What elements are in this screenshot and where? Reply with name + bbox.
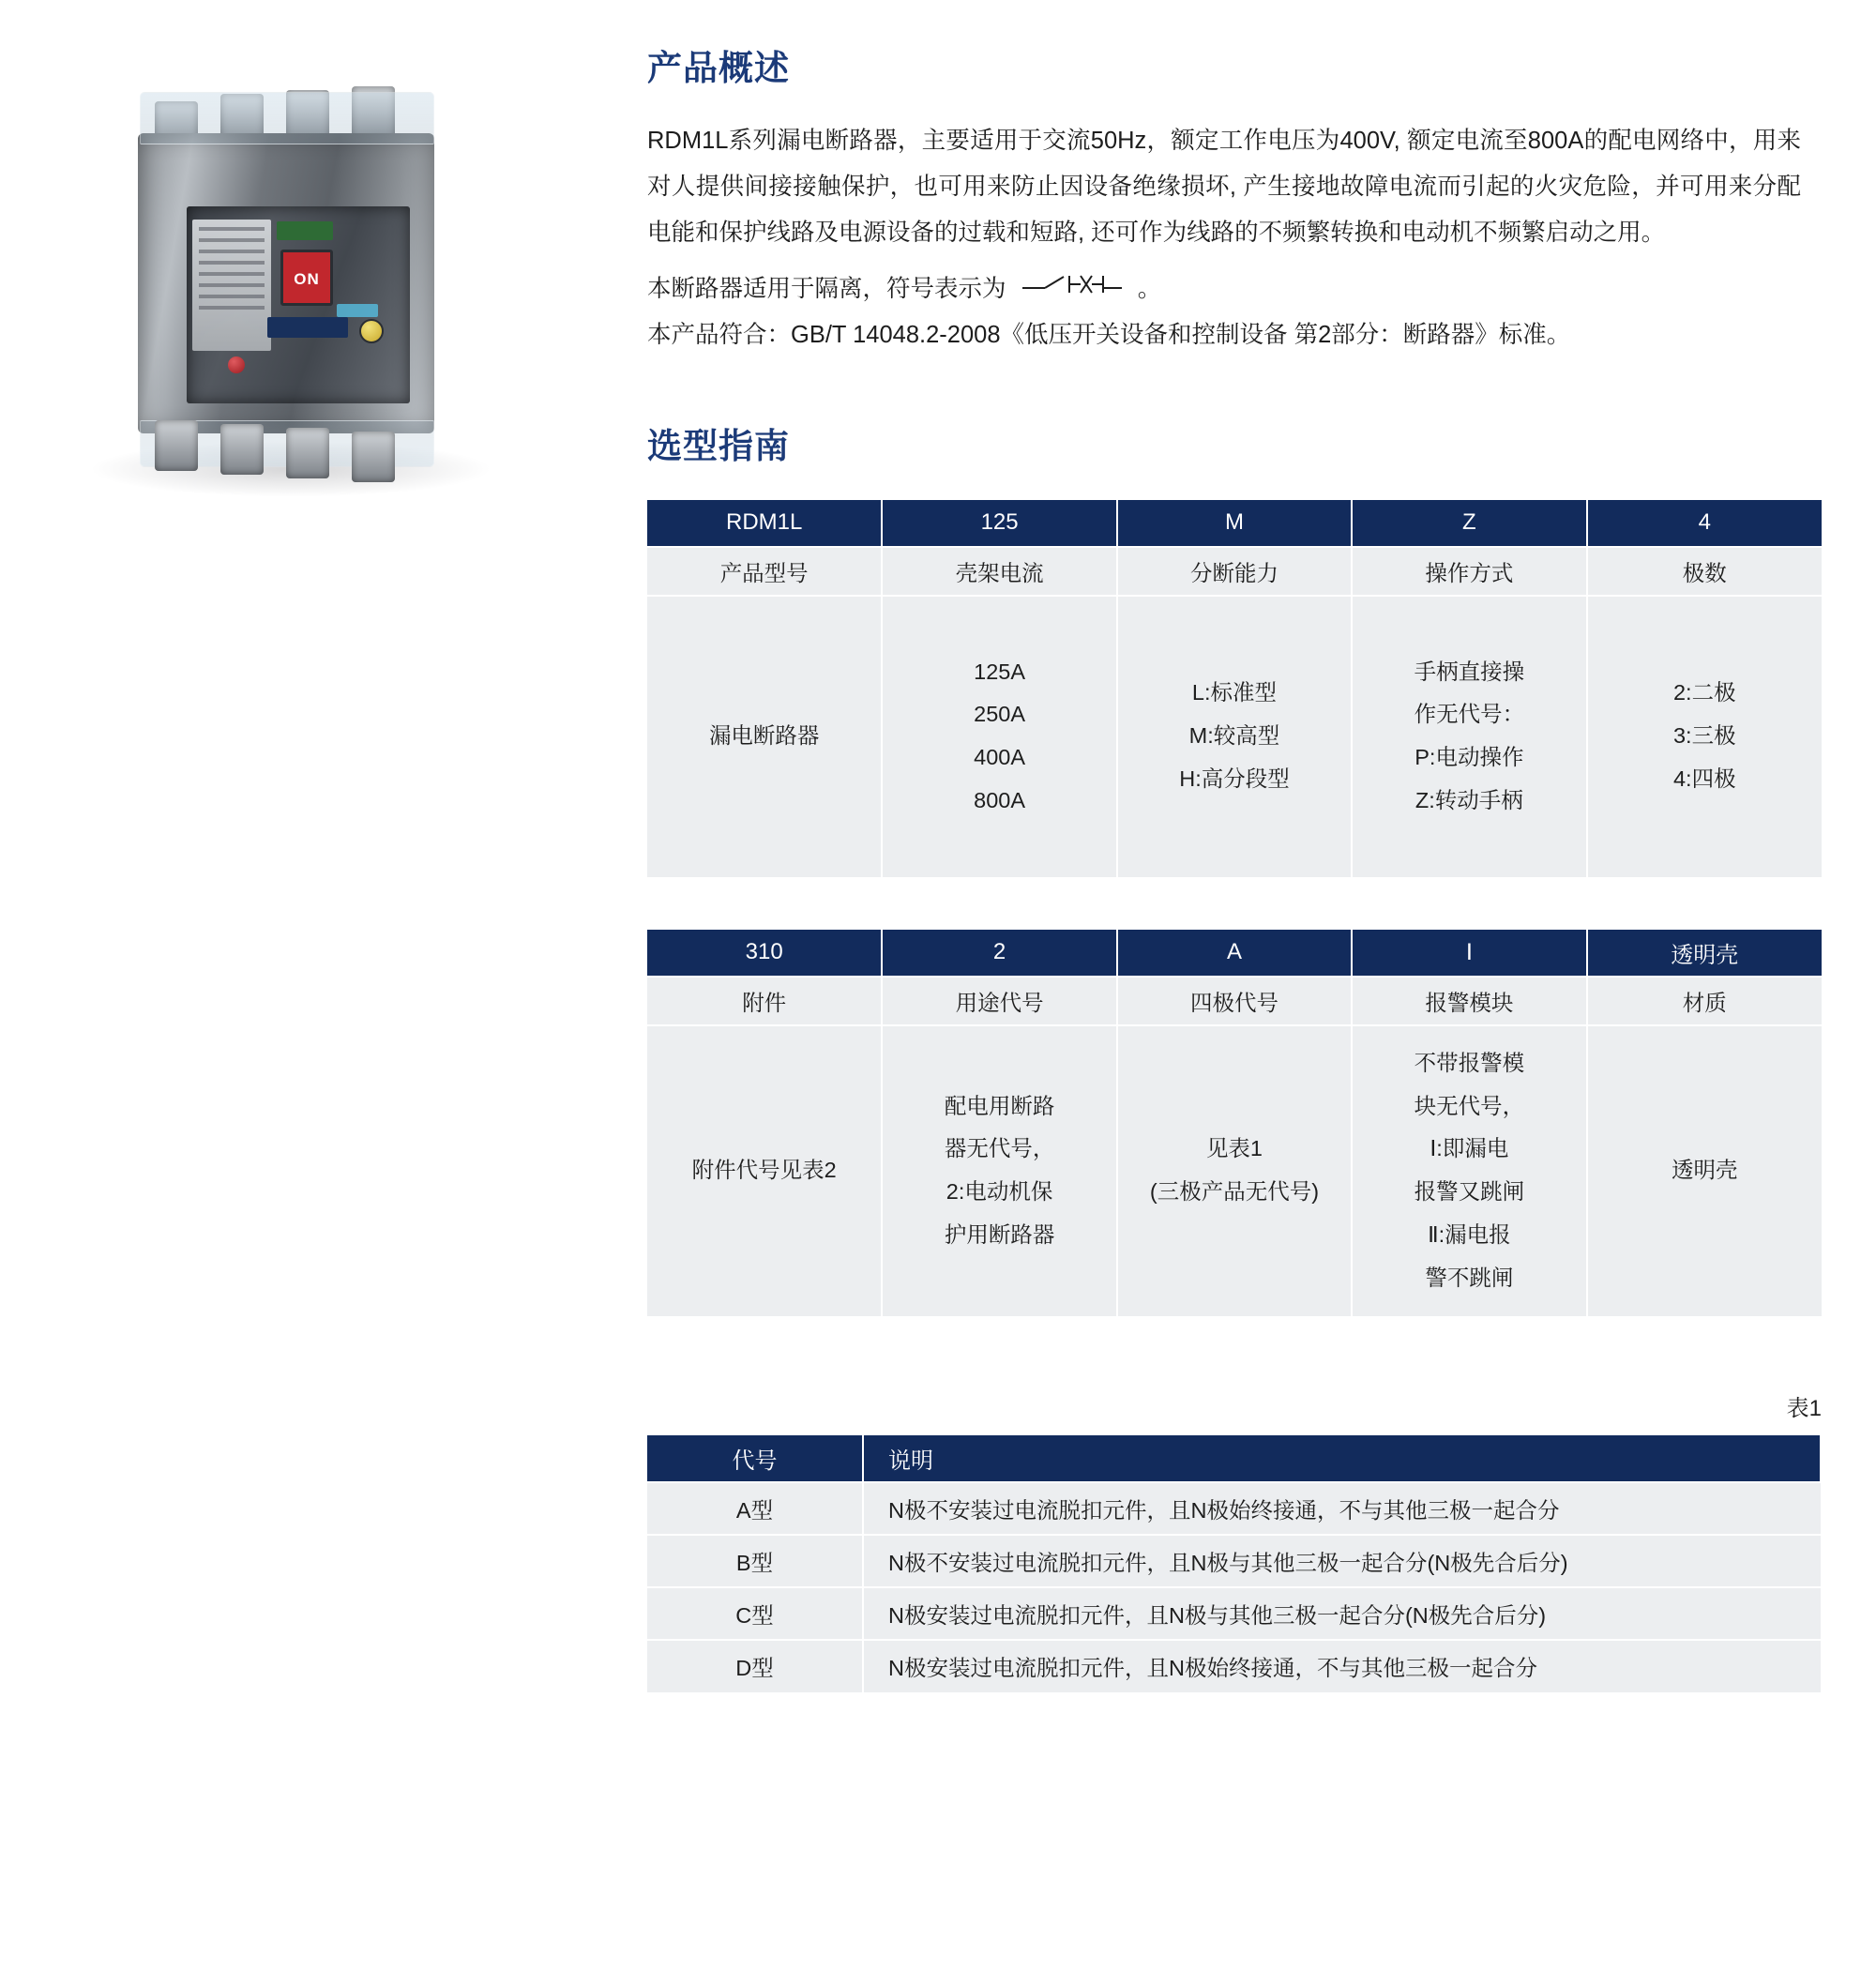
table-row [647,1535,1821,1587]
table-a-header-4: 极数 [1587,547,1822,596]
overview-body [647,118,1801,359]
table-b-value-2: 见表1 (三极产品无代号) [1117,1025,1352,1316]
table-a-header-1: 壳架电流 [882,547,1116,596]
table-a-header-2: 分断能力 [1117,547,1352,596]
table1-row1-desc: N极不安装过电流脱扣元件，且N极与其他三极一起合分(N极先合后分) [863,1535,1821,1587]
on-switch-handle[interactable]: ON [280,250,333,306]
table-a-header-3: 操作方式 [1352,547,1586,596]
table-b-value-row [647,1025,1822,1316]
table-b-value-1: 配电用断路 器无代号， 2:电动机保 护用断路器 [882,1025,1116,1316]
table-b-header-4: 材质 [1587,977,1822,1025]
green-indicator [277,221,333,240]
selection-table-a [647,500,1822,877]
table-a-value-2: L:标准型 M:较高型 H:高分段型 [1117,596,1352,877]
table1-header-description: 说明 [863,1435,1821,1482]
table1-row3-code: D型 [647,1640,863,1692]
table-b-code-3: Ⅰ [1352,930,1586,977]
terminal-bottom-3 [286,428,329,478]
blue-band [267,317,348,338]
table-a-code-1: 125 [882,500,1116,547]
table-b-header-0: 附件 [647,977,882,1025]
terminal-bottom-4 [352,432,395,482]
table-b-value-3: 不带报警模 块无代号， Ⅰ:即漏电 报警又跳闸 Ⅱ:漏电报 警不跳闸 [1352,1025,1586,1316]
table-b-header-1: 用途代号 [882,977,1116,1025]
table-a-code-3: Z [1352,500,1586,547]
table-b-code-4: 透明壳 [1587,930,1822,977]
terminal-bottom-1 [155,420,198,471]
table-a-value-4: 2:二极 3:三极 4:四极 [1587,596,1822,877]
product-image-pane [0,0,647,582]
table-b-header-2: 四极代号 [1117,977,1352,1025]
table-a-code-4: 4 [1587,500,1822,547]
table1-row3-desc: N极安装过电流脱扣元件，且N极始终接通，不与其他三极一起合分 [863,1640,1821,1692]
isolation-symbol-icon [1021,266,1124,312]
breaker-front-panel [187,206,410,403]
table-b-code-1: 2 [882,930,1116,977]
table-spacer [647,877,1801,930]
table-a-header-row [647,547,1822,596]
table1-header-code: 代号 [647,1435,863,1482]
overview-paragraph-standard: 本产品符合：GB/T 14048.2-2008《低压开关设备和控制设备 第2部分：断路器》标准。 [647,322,1571,349]
reset-button[interactable] [228,356,245,373]
table-a-value-1: 125A 250A 400A 800A [882,596,1116,877]
rating-label [192,220,271,351]
table-a-value-3: 手柄直接操 作无代号： P:电动操作 Z:转动手柄 [1352,596,1586,877]
selection-table-b [647,930,1822,1316]
table-b-header-row [647,977,1822,1025]
table-a-header-0: 产品型号 [647,547,882,596]
table-b-header-3: 报警模块 [1352,977,1586,1025]
breaker-housing [138,133,434,433]
table-row [647,1640,1821,1692]
symbol-text-prefix: 本断路器适用于隔离，符号表示为 [647,275,1006,302]
table-a-value-0: 漏电断路器 [647,596,882,877]
table1-caption: 表1 [1786,1395,1822,1421]
transparent-cover-top [140,92,434,144]
table-row [647,1587,1821,1640]
selection-guide-title: 选型指南 [647,426,790,465]
overview-title: 产品概述 [647,49,790,87]
content-column [647,0,1876,1749]
overview-paragraph-main: RDM1L系列漏电断路器，主要适用于交流50Hz，额定工作电压为400V, 额定电流至800A的配电网络中，用来对人提供间接接触保护，也可用来防止因设备绝缘损坏, 产生接地故障电流而引起的火灾危险，并可用来分配电能和保护线路及电源设备的过载和短路, 还可作为线路的不频繁转换和电动机不频繁启动之用。 [647,128,1801,247]
table-b-value-0: 附件代号见表2 [647,1025,882,1316]
table-a-code-row [647,500,1822,547]
table-b-code-0: 310 [647,930,882,977]
cyan-marking [337,304,378,317]
terminal-bottom-2 [220,424,264,475]
table1-row1-code: B型 [647,1535,863,1587]
table-row [647,1482,1821,1535]
table-b-value-4: 透明壳 [1587,1025,1822,1316]
test-button[interactable] [359,319,384,343]
table-a-value-row [647,596,1822,877]
table1-row0-desc: N极不安装过电流脱扣元件，且N极始终接通，不与其他三极一起合分 [863,1482,1821,1535]
symbol-text-suffix: 。 [1137,275,1162,302]
table1-row0-code: A型 [647,1482,863,1535]
table-a-code-2: M [1117,500,1352,547]
table1-code-description [647,1435,1822,1692]
product-photo [117,84,455,478]
table-a-code-0: RDM1L [647,500,882,547]
table1-row2-desc: N极安装过电流脱扣元件，且N极与其他三极一起合分(N极先合后分) [863,1587,1821,1640]
table-b-code-2: A [1117,930,1352,977]
table1-row2-code: C型 [647,1587,863,1640]
table1-header-row [647,1435,1821,1482]
table-b-code-row [647,930,1822,977]
overview-paragraph-symbol [647,266,1801,313]
